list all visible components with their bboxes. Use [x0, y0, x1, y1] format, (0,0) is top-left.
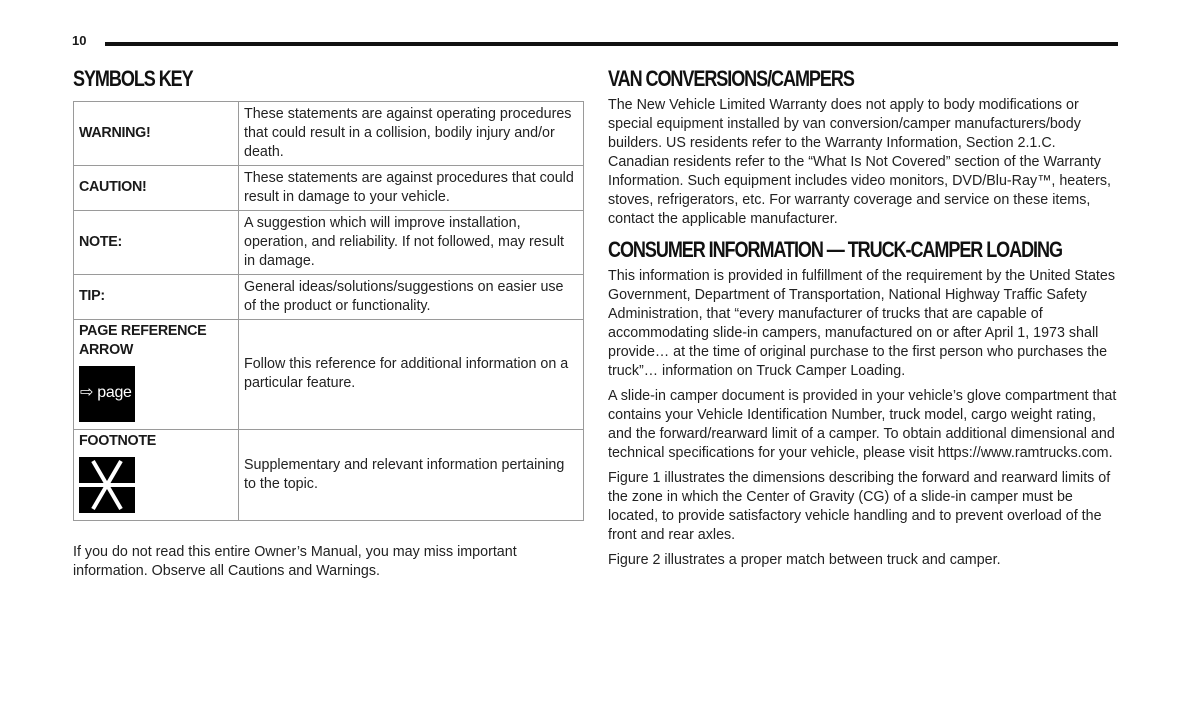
consumer-info-paragraph: Figure 1 illustrates the dimensions describing the forward and rearward limits of the zone in which the Center of Gravity (CG) of a slide-in camper must be located, to provide satisfactory vehicle handling and to prevent overload of the front and rear axles. — [608, 470, 1111, 543]
header-rule — [105, 42, 1118, 46]
symbol-description: These statements are against operating procedures that could result in a collision, bodily injury and/or death. — [239, 102, 584, 166]
right-column — [608, 66, 1120, 576]
symbol-term-cell — [74, 320, 239, 430]
symbols-table — [73, 101, 584, 521]
symbol-description: These statements are against procedures that could result in damage to your vehicle. — [239, 166, 584, 211]
page-reference-arrow-icon — [79, 366, 135, 422]
table-row — [74, 320, 584, 430]
symbol-term: WARNING! — [74, 102, 239, 166]
symbol-description: General ideas/solutions/suggestions on easier use of the product or functionality. — [239, 275, 584, 320]
symbols-key-title: SYMBOLS KEY — [73, 66, 193, 91]
consumer-info-paragraph: A slide-in camper document is provided in your vehicle’s glove compartment that contains your Vehicle Identification Number, truck model, cargo weight rating, and the forward/rearward limit of a camper. To obtain additional dimensional and technical specifications for your vehicle, please visit https://www.ramtrucks.com. — [608, 388, 1117, 461]
table-row — [74, 430, 584, 521]
symbol-description: Follow this reference for additional information on a particular feature. — [239, 320, 584, 430]
van-conversions-title: VAN CONVERSIONS/CAMPERS — [608, 66, 854, 91]
symbol-description: Supplementary and relevant information pertaining to the topic. — [239, 430, 584, 521]
table-row — [74, 211, 584, 275]
page-reference-label: ⇨ page — [80, 384, 132, 401]
table-row — [74, 166, 584, 211]
symbol-term: NOTE: — [74, 211, 239, 275]
symbol-term: FOOTNOTE — [79, 433, 157, 449]
consumer-info-title: CONSUMER INFORMATION — TRUCK-CAMPER LOADING — [608, 237, 1062, 262]
van-conversions-paragraph: The New Vehicle Limited Warranty does not apply to body modifications or special equipment installed by van conversion/camper manufacturers/body builders. US residents refer to the Warranty Information, Section 2.1.C. Canadian residents refer to the “What Is Not Covered” section of the Warranty Information. Such equipment includes video monitors, DVD/Blu-Ray™, heaters, stoves, refrigerators, etc. For warranty coverage and service on these items, contact the applicable manufacturer. — [608, 97, 1112, 227]
symbol-term: CAUTION! — [74, 166, 239, 211]
manual-reading-note: If you do not read this entire Owner’s Manual, you may miss important information. Observe all Cautions and Warnings. — [73, 544, 517, 579]
symbols-key-section — [73, 66, 584, 581]
table-row — [74, 275, 584, 320]
symbol-description: A suggestion which will improve installation, operation, and reliability. If not followed, may result in damage. — [239, 211, 584, 275]
symbol-term: TIP: — [74, 275, 239, 320]
page-number: 10 — [72, 33, 87, 48]
symbol-term: PAGE REFERENCE ARROW — [79, 323, 207, 358]
table-row — [74, 102, 584, 166]
footnote-asterisk-icon — [79, 457, 135, 513]
symbol-term-cell — [74, 430, 239, 521]
consumer-info-paragraph: This information is provided in fulfillment of the requirement by the United States Government, Department of Transportation, National Highway Traffic Safety Administration, that “every manufacturer of trucks that are capable of accommodating slide-in campers, manufactured on or after April 1, 1973 shall provide… at the time of original purchase to the first person who purchases the truck”… information on Truck Camper Loading. — [608, 268, 1115, 379]
consumer-info-paragraph: Figure 2 illustrates a proper match between truck and camper. — [608, 552, 1001, 568]
